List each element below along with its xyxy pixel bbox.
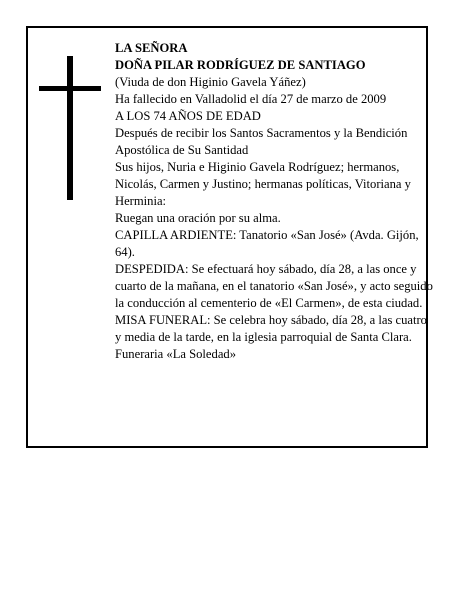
mass-paragraph: MISA FUNERAL: Se celebra hoy sábado, día 28, a las cuatro y media de la tarde, en la iglesia parroquial de Santa Clara.: [115, 313, 427, 344]
heading-title: LA SEÑORA: [115, 41, 188, 55]
widow-of: (Viuda de don Higinio Gavela Yáñez): [115, 75, 306, 89]
farewell-paragraph: DESPEDIDA: Se efectuará hoy sábado, día 28, a las once y cuarto de la mañana, en el tanatorio «San José», y acto seguido la conducción al cementerio de «El Carmen», de esta ciudad.: [115, 262, 433, 310]
cross-horizontal-bar: [39, 86, 101, 91]
prayer-request: Ruegan una oración por su alma.: [115, 211, 281, 225]
death-statement: Ha fallecido en Valladolid el día 27 de marzo de 2009: [115, 92, 387, 106]
funeral-home: Funeraria «La Soledad»: [115, 347, 236, 361]
age-statement: A LOS 74 AÑOS DE EDAD: [115, 109, 261, 123]
notice-text: [115, 40, 435, 363]
chapel-paragraph: CAPILLA ARDIENTE: Tanatorio «San José» (Avda. Gijón, 64).: [115, 228, 419, 259]
sacraments-paragraph: Después de recibir los Santos Sacramentos y la Bendición Apostólica de Su Santidad: [115, 126, 408, 157]
cross-vertical-bar: [67, 56, 73, 200]
deceased-name: DOÑA PILAR RODRÍGUEZ DE SANTIAGO: [115, 58, 366, 72]
family-paragraph: Sus hijos, Nuria e Higinio Gavela Rodríguez; hermanos, Nicolás, Carmen y Justino; hermanas políticas, Vitoriana y Herminia:: [115, 160, 411, 208]
obituary-notice: [26, 26, 433, 448]
